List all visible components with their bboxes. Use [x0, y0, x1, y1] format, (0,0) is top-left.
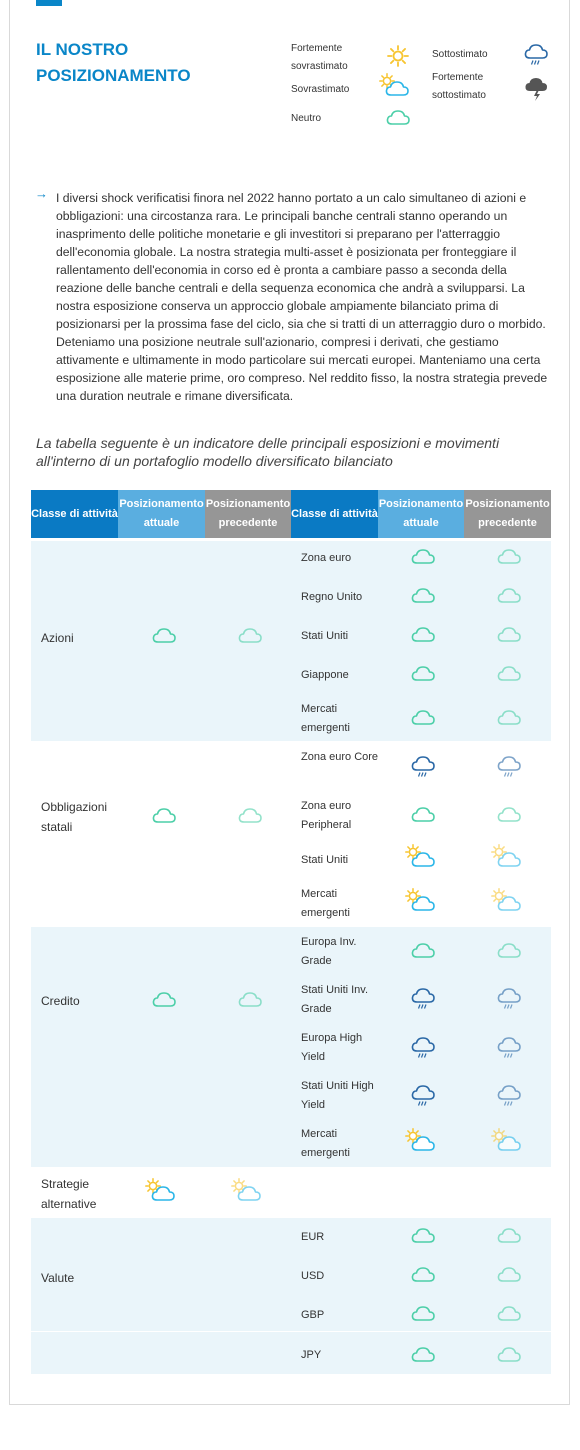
item-label: Stati Uniti — [301, 854, 349, 866]
sun-cloud-icon — [230, 1177, 262, 1208]
item-label: Stati Uniti Inv. Grade — [301, 984, 369, 1015]
cloud-icon — [151, 625, 177, 650]
sun-cloud-icon — [404, 843, 436, 874]
row-divider — [31, 1331, 551, 1332]
cloud-icon — [496, 1264, 522, 1289]
header-asset-class-left: Classe di attività — [31, 490, 118, 538]
cloud-icon — [410, 1344, 436, 1369]
sun-cloud-icon — [144, 1177, 176, 1208]
cloud-icon — [496, 707, 522, 732]
cloud-icon — [496, 1225, 522, 1250]
header-current-right: Posizionamento attuale — [378, 490, 464, 538]
legend-overvalued-label: Sovrastimato — [291, 84, 350, 95]
group-band-credito — [31, 927, 551, 1167]
cloud-icon — [410, 1303, 436, 1328]
cloud-icon — [410, 707, 436, 732]
rain-cloud-icon — [411, 1036, 435, 1065]
storm-cloud-icon — [524, 76, 548, 107]
header-asset-class-right: Classe di attività — [291, 490, 378, 538]
legend-neutral-label: Neutro — [291, 113, 322, 124]
group-label-credito: Credito — [41, 994, 80, 1008]
group-label-azioni: Azioni — [41, 631, 74, 645]
item-label: Zona euro Peripheral — [301, 800, 352, 831]
item-label: Zona euro — [301, 552, 352, 564]
sun-cloud-icon — [490, 1127, 522, 1158]
item-label: Regno Unito — [301, 591, 363, 603]
cloud-icon — [410, 1225, 436, 1250]
rain-cloud-icon — [411, 755, 435, 784]
group-label-obbligazioni: Obbligazioni statali — [41, 800, 108, 834]
header-current-left: Posizionamento attuale — [118, 490, 205, 538]
cloud-icon — [496, 1303, 522, 1328]
cloud-icon — [237, 989, 263, 1014]
rain-cloud-icon — [524, 43, 548, 72]
header-previous-left: Posizionamento precedente — [205, 490, 291, 538]
cloud-icon — [151, 989, 177, 1014]
cloud-icon — [410, 546, 436, 571]
cloud-icon — [496, 940, 522, 965]
item-label: Europa High Yield — [301, 1032, 363, 1063]
rain-cloud-icon — [497, 755, 521, 784]
item-label: Stati Uniti High Yield — [301, 1080, 374, 1111]
cloud-icon — [237, 625, 263, 650]
item-label: Mercati emergenti — [301, 888, 350, 919]
cloud-icon — [496, 663, 522, 688]
rain-cloud-icon — [497, 1084, 521, 1113]
accent-bar — [36, 0, 62, 6]
sun-cloud-icon — [490, 843, 522, 874]
cloud-icon — [496, 624, 522, 649]
rain-cloud-icon — [497, 987, 521, 1016]
sun-cloud-icon — [404, 887, 436, 918]
item-label: Mercati emergenti — [301, 1128, 350, 1159]
cloud-icon — [385, 107, 411, 132]
group-band-valute — [31, 1218, 551, 1374]
cloud-icon — [410, 804, 436, 829]
item-label: Stati Uniti — [301, 630, 349, 642]
sun-cloud-icon — [378, 72, 410, 103]
cloud-icon — [151, 805, 177, 830]
item-label: Zona euro Core — [301, 751, 379, 763]
item-label: USD — [301, 1270, 325, 1282]
arrow-icon: → — [35, 186, 48, 201]
item-label: Europa Inv. Grade — [301, 936, 357, 967]
group-label-valute: Valute — [41, 1271, 75, 1285]
page-title: IL NOSTRO POSIZIONAMENTO — [36, 40, 191, 85]
cloud-icon — [496, 1344, 522, 1369]
item-label: EUR — [301, 1231, 325, 1243]
sun-cloud-icon — [404, 1127, 436, 1158]
cloud-icon — [410, 663, 436, 688]
intro-paragraph: I diversi shock verificatisi finora nel 2022 hanno portato a un calo simultaneo di azioni e obbligazioni: una circostanza rara. Le principali banche centrali stanno operando un inasprimento delle politiche monetarie e gli investitori si preparano per l'atterraggio dell'economia globale. La nostra strategia multi-asset è posizionata per fronteggiare il rallentamento dell'economia in corso ed è pronta a cambiare passo a seconda della reazione delle banche centrali e della sequenza economica che andrà a svilupparsi. La nostra esposizione conserva un approccio globale ampiamente bilanciato prima di posizionarsi per la prossima fase del ciclo, sia che si tratti di un atterraggio duro o morbido. Deteniamo una posizione neutrale sull'azionario, compresi i derivati, che gestiamo attivamente e ultimamente in modo particolare sui mercati europei. Manteniamo una certa esposizione alle materie prime, oro compreso. Nel reddito fisso, la nostra strategia prevede una duration neutrale e rimane diversificata. — [56, 191, 548, 403]
cloud-icon — [410, 940, 436, 965]
rain-cloud-icon — [497, 1036, 521, 1065]
legend-strongly-undervalued-label: Fortemente sottostimato — [432, 72, 486, 101]
group-label-strategie: Strategie alternative — [41, 1177, 97, 1211]
strong-sun-icon — [386, 45, 410, 72]
item-label: JPY — [301, 1349, 322, 1361]
item-label: GBP — [301, 1309, 325, 1321]
header-previous-right: Posizionamento precedente — [464, 490, 551, 538]
rain-cloud-icon — [411, 987, 435, 1016]
cloud-icon — [410, 624, 436, 649]
sun-cloud-icon — [490, 887, 522, 918]
cloud-icon — [410, 585, 436, 610]
item-label: Giappone — [301, 669, 349, 681]
table-caption: La tabella seguente è un indicatore delle principali esposizioni e movimenti all'interno di un portafoglio modello diversificato bilanciato — [36, 435, 500, 469]
cloud-icon — [496, 585, 522, 610]
legend-undervalued-label: Sottostimato — [432, 49, 488, 60]
legend-strongly-overvalued-label: Fortemente sovrastimato — [291, 43, 348, 72]
cloud-icon — [410, 1264, 436, 1289]
cloud-icon — [496, 546, 522, 571]
cloud-icon — [496, 804, 522, 829]
cloud-icon — [237, 805, 263, 830]
item-label: Mercati emergenti — [301, 703, 350, 734]
rain-cloud-icon — [411, 1084, 435, 1113]
